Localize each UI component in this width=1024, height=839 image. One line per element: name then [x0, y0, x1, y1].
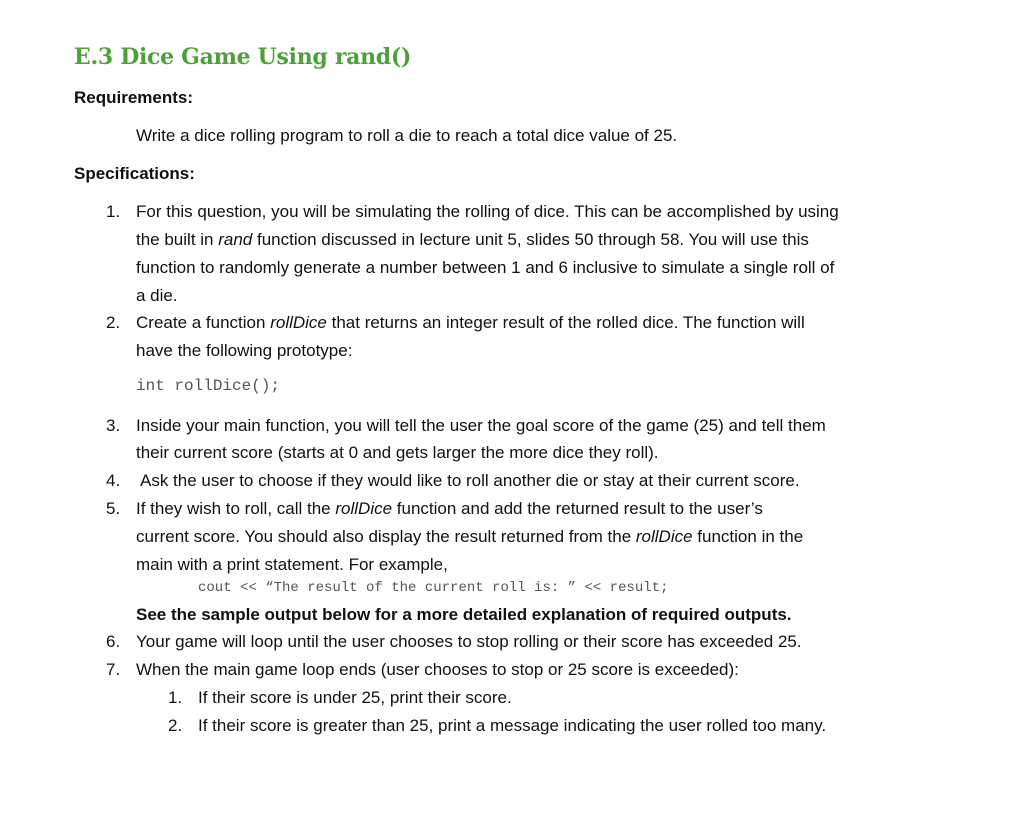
item-number: 1.	[106, 202, 121, 221]
item-number: 4.	[106, 471, 121, 490]
prototype-code: int rollDice();	[136, 377, 281, 395]
subitem-number: 2.	[168, 716, 183, 735]
item-2-line-1: Create a function rollDice that returns an integer result of the rolled dice. The function will	[136, 313, 805, 332]
item-5-line-2: current score. You should also display the result returned from the rollDice function in the	[136, 527, 804, 546]
cout-example-code: cout << “The result of the current roll is: ” << result;	[198, 580, 669, 596]
item-1-line-1: For this question, you will be simulating the rolling of dice. This can be accomplished by using	[136, 202, 839, 221]
item-7-line-1: When the main game loop ends (user chooses to stop or 25 score is exceeded):	[136, 660, 739, 679]
item-1-line-2: the built in rand function discussed in lecture unit 5, slides 50 through 58. You will use this	[136, 230, 809, 249]
rolldice-emphasis: rollDice	[270, 313, 327, 332]
item-1-line-3: function to randomly generate a number between 1 and 6 inclusive to simulate a single roll of	[136, 258, 835, 277]
rand-emphasis: rand	[218, 230, 253, 249]
sample-output-note: See the sample output below for a more detailed explanation of required outputs.	[136, 605, 792, 624]
item-4-line-1: Ask the user to choose if they would like to roll another die or stay at their current score.	[140, 471, 800, 490]
item-2-line-2: have the following prototype:	[136, 341, 353, 360]
item-number: 7.	[106, 660, 121, 679]
subitem-1-text: If their score is under 25, print their score.	[198, 688, 512, 707]
item-5-line-3: main with a print statement. For example,	[136, 555, 448, 574]
specifications-heading: Specifications:	[74, 164, 195, 183]
item-6-line-1: Your game will loop until the user chooses to stop rolling or their score has exceeded 25.	[136, 632, 802, 651]
requirements-heading: Requirements:	[74, 88, 194, 107]
item-number: 3.	[106, 416, 121, 435]
item-1-line-4: a die.	[136, 286, 178, 305]
item-3-line-2: their current score (starts at 0 and gets larger the more dice they roll).	[136, 443, 659, 462]
item-number: 2.	[106, 313, 121, 332]
item-3-line-1: Inside your main function, you will tell the user the goal score of the game (25) and tell them	[136, 416, 826, 435]
item-number: 6.	[106, 632, 121, 651]
subitem-number: 1.	[168, 688, 183, 707]
item-number: 5.	[106, 499, 121, 518]
requirements-text: Write a dice rolling program to roll a die to reach a total dice value of 25.	[136, 126, 678, 145]
subitem-2-text: If their score is greater than 25, print a message indicating the user rolled too many.	[198, 716, 827, 735]
section-title: E.3 Dice Game Using rand()	[74, 44, 412, 70]
item-5-line-1: If they wish to roll, call the rollDice function and add the returned result to the user’s	[136, 499, 763, 518]
